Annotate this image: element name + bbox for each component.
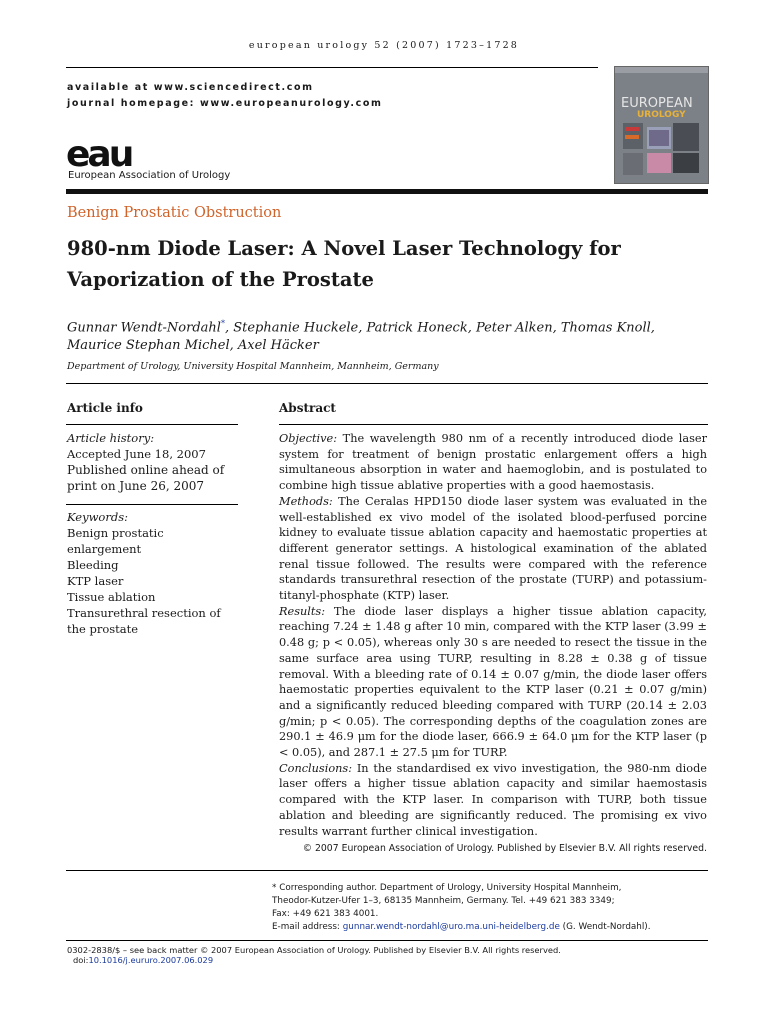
article-history <box>67 430 239 494</box>
keyword-item: KTP laser <box>67 574 124 588</box>
keyword-item: Benign prostatic <box>67 526 164 540</box>
corresponding-author-marker[interactable]: * <box>220 319 225 328</box>
published-line-2: print on June 26, 2007 <box>67 479 205 493</box>
results-label: Results: <box>279 604 326 618</box>
abstract-conclusions <box>279 761 707 840</box>
journal-cover-image <box>614 66 709 184</box>
author-list <box>67 315 712 355</box>
email-label: E-mail address: <box>272 922 340 932</box>
corresponding-author: Gunnar Wendt-Nordahl <box>67 320 221 336</box>
footnote-rule <box>66 870 708 871</box>
conclusions-text: In the standardised ex vivo investigation, the 980-nm diode laser offers a higher tissue ablation capacity and similar haemostasis compared with the KTP laser. In comparison with TURP, both tissue ablation and bleeding are significantly reduced. The promising ex vivo results warrant further clinical investigation. <box>279 761 707 838</box>
title-line-1: 980-nm Diode Laser: A Novel Laser Technology for <box>67 237 621 260</box>
author-line-1 <box>67 315 712 337</box>
abstract-rule <box>279 424 708 425</box>
affiliation: Department of Urology, University Hospital Mannheim, Mannheim, Germany <box>67 361 439 372</box>
abstract-heading: Abstract <box>279 401 336 415</box>
cover-art <box>615 67 708 183</box>
abstract-copyright: © 2007 European Association of Urology. Published by Elsevier B.V. All rights reserved. <box>302 843 707 855</box>
footnote-line-2: Theodor-Kutzer-Ufer 1–3, 68135 Mannheim, Germany. Tel. +49 621 383 3349; <box>272 896 615 906</box>
journal-header: european urology 52 (2007) 1723–1728 <box>248 40 520 51</box>
bottom-line <box>67 945 709 965</box>
bottom-rule <box>66 940 708 941</box>
keyword-item: enlargement <box>67 542 142 556</box>
society-name: European Association of Urology <box>68 170 231 181</box>
methods-text: The Ceralas HPD150 diode laser system was evaluated in the well-established ex vivo model of the isolated blood-perfused porcine kidney to evaluate tissue ablation capacity and haemostatic properties at different generator settings. A histological examination of the ablated renal tissue followed. The results were compared with the reference standards transurethral resection of the prostate (TURP) and potassium-titanyl-phosphate (KTP) laser. <box>279 494 708 603</box>
availability-block <box>67 80 382 112</box>
doi-link[interactable]: 10.1016/j.eururo.2007.06.029 <box>88 955 214 965</box>
title-line-2: Vaporization of the Prostate <box>67 268 374 291</box>
article-title <box>67 233 707 295</box>
email-link[interactable]: gunnar.wendt-nordahl@uro.ma.uni-heidelberg.de <box>342 922 560 932</box>
objective-label: Objective: <box>279 432 338 445</box>
corresponding-footnote <box>272 882 712 934</box>
eau-logo-text: eau <box>66 138 132 170</box>
masthead-rule <box>66 189 708 194</box>
issn-line: 0302-2838/$ – see back matter © 2007 European Association of Urology. Published by Elsevier B.V. All rights reserved. <box>67 945 561 955</box>
author-line-2: Maurice Stephan Michel, Axel Häcker <box>67 338 319 354</box>
abstract-results <box>279 604 707 761</box>
keyword-item: Bleeding <box>67 558 119 572</box>
keywords-block <box>67 509 239 637</box>
doi-label: doi: <box>73 955 89 965</box>
conclusions-label: Conclusions: <box>279 761 353 775</box>
objective-text: The wavelength 980 nm of a recently introduced diode laser system for treatment of benign prostatic enlargement offers a high simultaneous absorption in water and haemoglobin, and is postulated to combine high tissue ablative properties with a good haemostasis. <box>279 432 708 493</box>
keyword-item: Tissue ablation <box>67 590 156 604</box>
cover-title-bottom: UROLOGY <box>637 110 686 120</box>
published-line-1: Published online ahead of <box>67 463 225 477</box>
journal-homepage-link[interactable]: journal homepage: www.europeanurology.com <box>67 98 383 109</box>
history-label: Article history: <box>67 431 155 445</box>
top-divider <box>66 67 598 68</box>
keywords-label: Keywords: <box>67 510 128 524</box>
article-info-heading: Article info <box>67 401 143 415</box>
abstract-objective <box>279 431 707 494</box>
history-rule <box>66 504 238 505</box>
abstract-methods <box>279 494 707 604</box>
methods-label: Methods: <box>279 494 333 508</box>
sciencedirect-link[interactable]: available at www.sciencedirect.com <box>67 82 314 93</box>
footnote-email-line <box>272 921 712 934</box>
article-info-rule <box>66 424 238 425</box>
footnote-line-1: * Corresponding author. Department of Urology, University Hospital Mannheim, <box>272 883 622 893</box>
accepted-date: Accepted June 18, 2007 <box>67 447 206 461</box>
cover-title-top: EUROPEAN <box>621 96 693 111</box>
results-text: The diode laser displays a higher tissue ablation capacity, reaching 7.24 ± 1.48 g after 10 min, compared with the KTP laser (3.99 ± 0.48 g; p < 0.05), whereas only 30 s are needed to resect the tissue in the same surface area using TURP, resulting in 8.28 ± 0.38 g of tissue removal. With a bleeding rate of 0.14 ± 0.07 g/min, the diode laser offers haemostatic properties equivalent to the KTP laser (0.21 ± 0.07 g/min) and a significantly reduced bleeding compared with TURP (20.14 ± 2.03 g/min; p < 0.05). The corresponding depths of the coagulation zones are 290.1 ± 46.9 μm for the diode laser, 666.9 ± 64.0 μm for the KTP laser (p < 0.05), and 287.1 ± 27.5 μm for TURP. <box>279 604 707 760</box>
header-divider <box>66 383 708 384</box>
keyword-item: Transurethral resection of <box>67 606 221 620</box>
keyword-item: the prostate <box>67 622 139 636</box>
abstract-body <box>279 431 707 857</box>
section-label: Benign Prostatic Obstruction <box>67 205 282 221</box>
eau-logo <box>66 138 146 170</box>
email-suffix: (G. Wendt-Nordahl). <box>562 922 651 932</box>
author-names-1: , Stephanie Huckele, Patrick Honeck, Peter Alken, Thomas Knoll, <box>224 320 655 336</box>
footnote-line-3: Fax: +49 621 383 4001. <box>272 909 379 919</box>
